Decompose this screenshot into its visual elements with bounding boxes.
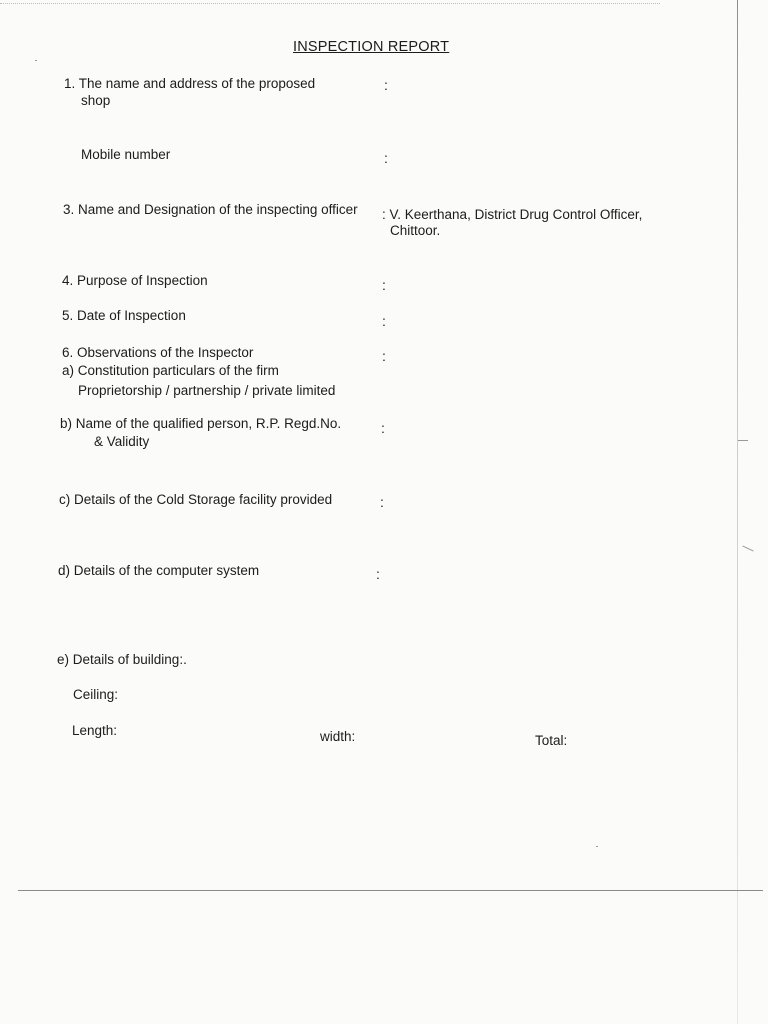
scan-artifact-line: [0, 3, 660, 5]
report-title: INSPECTION REPORT: [293, 39, 450, 55]
item-6b-colon: :: [381, 420, 385, 436]
item-5-label: 5. Date of Inspection: [62, 308, 186, 323]
item-6c-colon: :: [380, 494, 384, 510]
item-6a-label-cont: Proprietorship / partnership / private limited: [78, 383, 336, 398]
item-1-label-cont: shop: [81, 93, 111, 108]
page-divider-line: [18, 890, 763, 891]
scan-edge-shadow: [737, 0, 738, 1024]
total-label: Total:: [535, 733, 568, 748]
item-6d-colon: :: [376, 566, 380, 582]
item-1-label: 1. The name and address of the proposed: [64, 76, 316, 91]
item-6b-label: b) Name of the qualified person, R.P. Regd.No.: [60, 416, 342, 431]
mobile-label: Mobile number: [81, 147, 171, 162]
item-4-label: 4. Purpose of Inspection: [62, 273, 208, 288]
width-label: width:: [320, 729, 356, 744]
scan-speck: [596, 846, 598, 847]
item-3-value: : V. Keerthana, District Drug Control Officer,: [382, 207, 643, 222]
item-6d-label: d) Details of the computer system: [58, 563, 260, 578]
item-6e-label: e) Details of building:.: [57, 652, 187, 667]
item-6a-label: a) Constitution particulars of the firm: [62, 363, 279, 378]
item-6-colon: :: [382, 348, 386, 364]
ceiling-label: Ceiling:: [73, 687, 119, 702]
item-6-label: 6. Observations of the Inspector: [62, 345, 254, 360]
item-6c-label: c) Details of the Cold Storage facility provided: [59, 492, 333, 507]
item-1-colon: :: [384, 77, 388, 93]
item-5-colon: :: [382, 313, 386, 329]
scan-speck: [738, 440, 748, 441]
item-3-value-cont: Chittoor.: [390, 223, 441, 238]
mobile-colon: :: [384, 150, 388, 166]
scan-speck: [742, 546, 753, 552]
item-4-colon: :: [382, 277, 386, 293]
length-label: Length:: [72, 723, 118, 738]
item-6b-label-cont: & Validity: [94, 434, 150, 449]
item-3-label: 3. Name and Designation of the inspecting officer: [63, 202, 358, 217]
scan-speck: [35, 60, 37, 61]
